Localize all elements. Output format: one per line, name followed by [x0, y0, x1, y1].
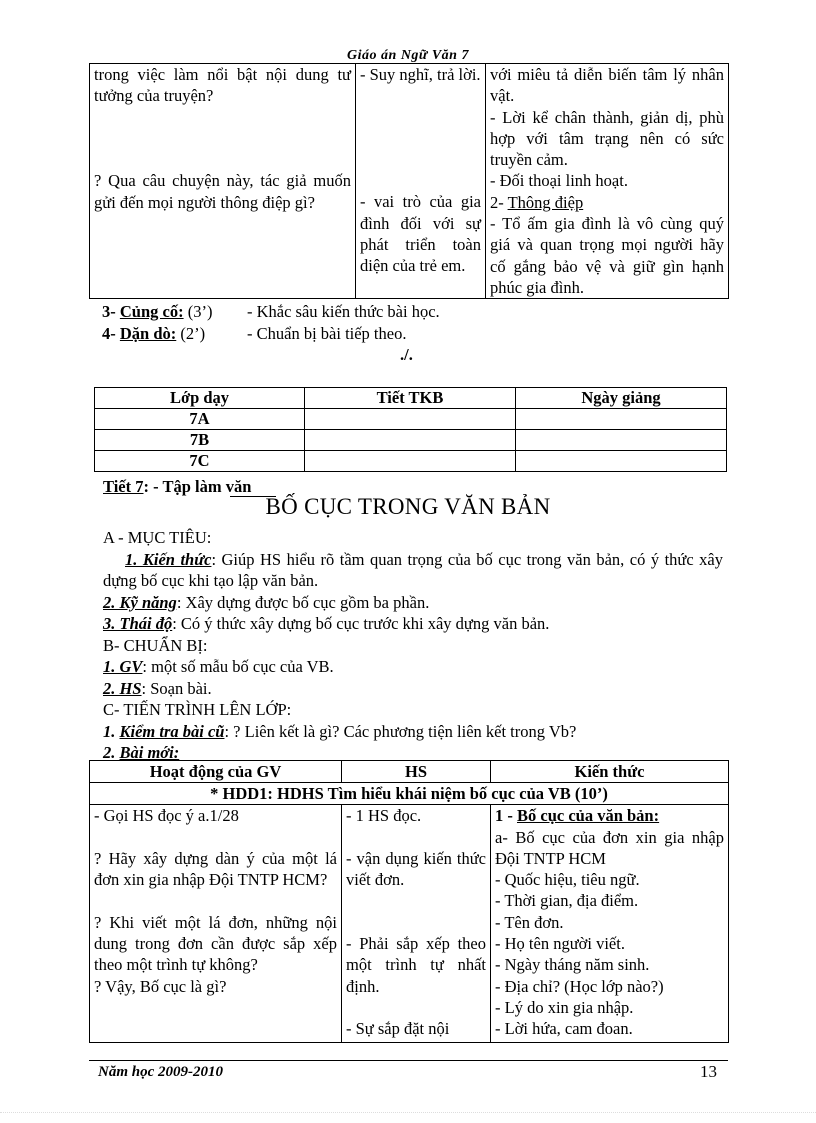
prep-teacher: 1. GV: một số mẫu bố cục của VB.: [103, 657, 334, 676]
page-edge: [0, 1112, 816, 1113]
gv-step-1: - Gọi HS đọc ý a.1/28: [94, 806, 239, 826]
hs-step-1: - 1 HS đọc.: [346, 806, 422, 826]
hs-cell: [356, 64, 486, 299]
schedule-header-date: Ngày giảng: [516, 388, 727, 409]
kt-heading: 1 - Bố cục của văn bản:: [495, 806, 660, 826]
gv-step-4: ? Vậy, Bố cục là gì?: [94, 976, 227, 996]
schedule-row: 7C: [95, 451, 727, 472]
kt-item-2: - Lời kể chân thành, giản dị, phù hợp với tâm trạng nên có sức truyền cảm.: [490, 107, 724, 170]
schedule-header-class: Lớp dạy: [95, 388, 305, 409]
kt-line: - Thời gian, địa điểm.: [495, 891, 639, 911]
old-lesson-check: 1. Kiểm tra bài cũ: ? Liên kết là gì? Các phương tiện liên kết trong Vb?: [103, 721, 577, 741]
new-lesson: 2. Bài mới:: [103, 743, 180, 762]
kt-line: - Địa chỉ? (Học lớp nào?): [495, 976, 664, 996]
end-mark: ./.: [400, 345, 413, 364]
schedule-table: [94, 387, 727, 472]
objective-attitude: 3. Thái độ: Có ý thức xây dựng bố cục trước khi xây dựng văn bản.: [103, 614, 550, 633]
kt-heading-message: 2- Thông điệp: [490, 192, 584, 212]
section-a-title: A - MỤC TIÊU:: [103, 528, 212, 547]
hs-activity-cell: [342, 805, 491, 1043]
header-hs: HS: [342, 761, 491, 783]
objectives-section: [103, 527, 723, 764]
lesson-label: Tiết 7: - Tập làm văn: [103, 477, 252, 496]
gv-cell: [90, 64, 356, 299]
hs-answer-1: - Suy nghĩ, trả lời.: [360, 65, 481, 84]
kt-item-3: - Đối thoại linh hoạt.: [490, 171, 628, 191]
kt-line: - Lời hứa, cam đoan.: [495, 1019, 633, 1039]
schedule-row: 7B: [95, 430, 727, 451]
header-gv: Hoạt động của GV: [90, 761, 342, 783]
kt-item-4: - Tổ ấm gia đình là vô cùng quý giá và quan trọng mọi người hãy cố gắng bảo vệ và giữ gìn hạnh phúc gia đình.: [490, 214, 724, 297]
section-b-title: B- CHUẨN BỊ:: [103, 635, 208, 655]
section-c-title: C- TIẾN TRÌNH LÊN LỚP:: [103, 700, 292, 719]
hs-step-2: - vận dụng kiến thức viết đơn.: [346, 848, 486, 890]
footer-year: Năm học 2009-2010: [98, 1064, 223, 1080]
kt-activity-cell: [491, 805, 729, 1043]
kt-line: - Ngày tháng năm sinh.: [495, 955, 650, 975]
kt-line: - Lý do xin gia nhập.: [495, 997, 634, 1017]
kt-line: - Quốc hiệu, tiêu ngữ.: [495, 870, 640, 890]
activity-table: [89, 760, 729, 1043]
kt-line: - Họ tên người viết.: [495, 934, 625, 954]
kt-item-1: với miêu tả diễn biến tâm lý nhân vật.: [490, 65, 724, 106]
gv-step-2: ? Hãy xây dựng dàn ý của một lá đơn xin gia nhập Đội TNTP HCM?: [94, 848, 337, 890]
page-header: Giáo án Ngữ Văn 7: [347, 48, 469, 63]
hs-step-3: - Phải sắp xếp theo một trình tự nhất định.: [346, 934, 486, 996]
section-title-row: * HDD1: HDHS Tìm hiểu khái niệm bố cục của VB (10’): [90, 783, 729, 805]
page-number: 13: [700, 1062, 717, 1081]
knowledge-cell: [486, 64, 729, 299]
objective-knowledge: 1. Kiến thức: Giúp HS hiểu rõ tầm quan trọng của bố cục trong văn bản, có ý thức xây dựng bố cục khi tạo lập văn bản.: [103, 549, 723, 590]
schedule-row: 7A: [95, 409, 727, 430]
gv-question-2: ? Qua câu chuyện này, tác giả muốn gửi đến mọi người thông điệp gì?: [94, 171, 351, 212]
gv-question-1: trong việc làm nổi bật nội dung tư tưởng của truyện?: [94, 65, 351, 106]
gv-step-3: ? Khi viết một lá đơn, những nội dung trong đơn cần được sắp xếp theo một trình tự không?: [94, 912, 337, 975]
homework-line: 4- Dặn dò: (2’) - Chuẩn bị bài tiếp theo.: [102, 324, 407, 343]
kt-line: a- Bố cục của đơn xin gia nhập Đội TNTP HCM: [495, 827, 724, 868]
schedule-header-period: Tiết TKB: [305, 388, 516, 409]
main-title: BỐ CỤC TRONG VĂN BẢN: [265, 494, 551, 519]
header-kt: Kiến thức: [491, 761, 729, 783]
objective-skill: 2. Kỹ năng: Xây dựng được bố cục gồm ba phần.: [103, 592, 430, 612]
continuation-table: [89, 63, 729, 299]
gv-activity-cell: [90, 805, 342, 1043]
prep-student: 2. HS: Soạn bài.: [103, 678, 212, 698]
consolidate-line: 3- Củng cố: (3’) - Khắc sâu kiến thức bài học.: [102, 302, 440, 321]
hs-answer-2: - vai trò của gia đình đối với sự phát triển toàn diện của trẻ em.: [360, 192, 481, 276]
kt-line: - Tên đơn.: [495, 912, 564, 932]
footer-rule: [89, 1060, 728, 1061]
hs-step-4: - Sự sắp đặt nội: [346, 1019, 450, 1039]
